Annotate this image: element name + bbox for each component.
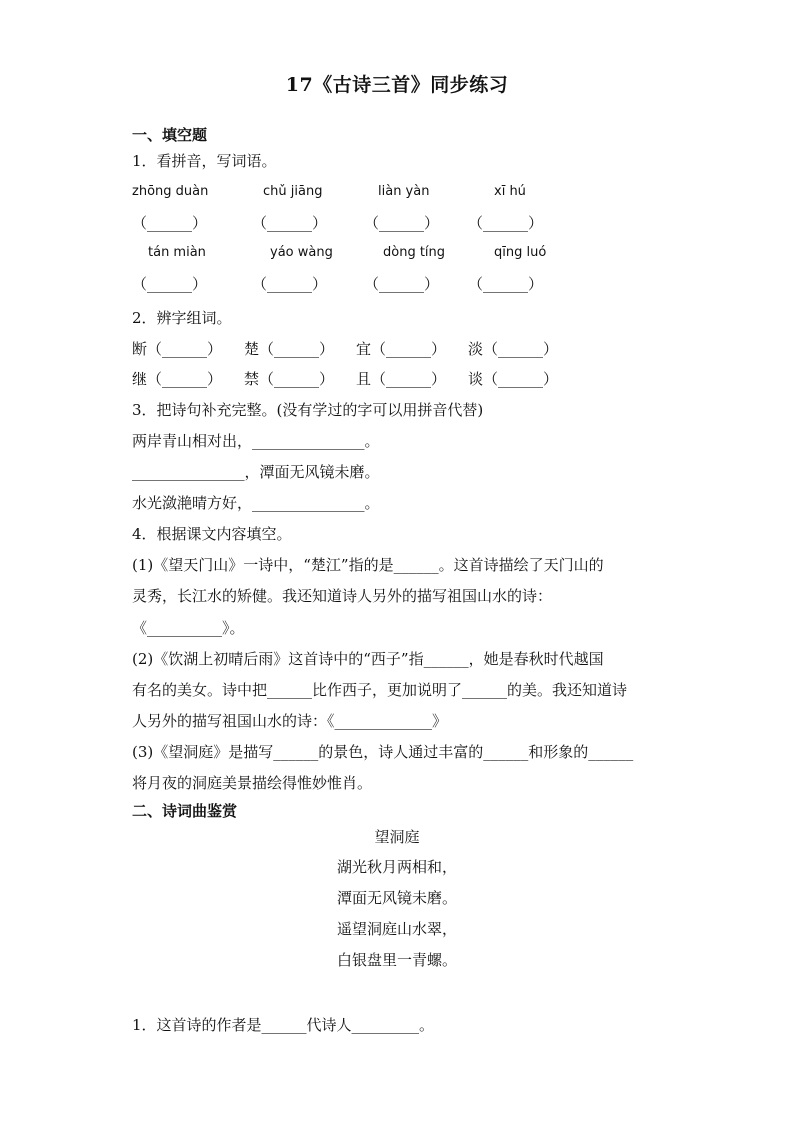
poem-line: 白银盘里一青螺。 bbox=[336, 951, 457, 969]
q4-part1-line[interactable]: 《__________》。 bbox=[132, 619, 245, 637]
poem-fill-line[interactable]: _______________，潭面无风镜未磨。 bbox=[132, 463, 380, 481]
answer-box[interactable]: （______） bbox=[252, 275, 328, 293]
answer-box[interactable]: （______） bbox=[132, 275, 208, 293]
poem-fill-line[interactable]: 水光潋滟晴方好，_______________。 bbox=[132, 494, 380, 512]
answer-box[interactable]: （______） bbox=[468, 214, 544, 232]
word-group-item[interactable]: 断（______） bbox=[132, 340, 223, 358]
q4-part2-line[interactable]: 有名的美女。诗中把______比作西子，更加说明了______的美。我还知道诗 bbox=[132, 681, 628, 699]
q3-label: 3．把诗句补充完整。(没有学过的字可以用拼音代替) bbox=[132, 401, 484, 419]
section-1-heading: 一、填空题 bbox=[132, 126, 208, 144]
q4-part2-line[interactable]: 人另外的描写祖国山水的诗：《_____________》 bbox=[132, 712, 448, 730]
poem-line: 遥望洞庭山水翠， bbox=[336, 920, 457, 938]
pinyin-2: chǔ jiāng bbox=[263, 184, 323, 199]
word-group-item[interactable]: 且（______） bbox=[356, 370, 447, 388]
q4-part1-line: 灵秀，长江水的矫健。我还知道诗人另外的描写祖国山水的诗： bbox=[132, 587, 553, 605]
word-group-item[interactable]: 宜（______） bbox=[356, 340, 447, 358]
pinyin-7: dòng tíng bbox=[383, 245, 446, 260]
poem-title: 望洞庭 bbox=[374, 828, 420, 846]
answer-box[interactable]: （______） bbox=[468, 275, 544, 293]
pinyin-4: xī hú bbox=[494, 184, 526, 199]
word-group-item[interactable]: 楚（______） bbox=[244, 340, 335, 358]
q4-part3-line: 将月夜的洞庭美景描绘得惟妙惟肖。 bbox=[132, 774, 373, 792]
pinyin-3: liàn yàn bbox=[378, 184, 430, 199]
q4-label: 4．根据课文内容填空。 bbox=[132, 525, 292, 543]
word-group-item[interactable]: 禁（______） bbox=[244, 370, 335, 388]
section-2-heading: 二、诗词曲鉴赏 bbox=[132, 802, 238, 820]
s2-q1-line[interactable]: 1．这首诗的作者是______代诗人_________。 bbox=[132, 1016, 435, 1034]
q4-part3-line[interactable]: (3)《望洞庭》是描写______的景色，诗人通过丰富的______和形象的______ bbox=[132, 743, 634, 761]
answer-box[interactable]: （______） bbox=[364, 214, 440, 232]
pinyin-1: zhōng duàn bbox=[132, 184, 209, 199]
pinyin-5: tán miàn bbox=[148, 245, 206, 260]
answer-box[interactable]: （______） bbox=[364, 275, 440, 293]
word-group-item[interactable]: 继（______） bbox=[132, 370, 223, 388]
poem-fill-line[interactable]: 两岸青山相对出，_______________。 bbox=[132, 432, 380, 450]
q4-part2-line[interactable]: (2)《饮湖上初晴后雨》这首诗中的“西子”指______，她是春秋时代越国 bbox=[132, 650, 604, 668]
answer-box[interactable]: （______） bbox=[132, 214, 208, 232]
poem-line: 湖光秋月两相和， bbox=[336, 858, 457, 876]
pinyin-6: yáo wàng bbox=[270, 245, 333, 260]
answer-box[interactable]: （______） bbox=[252, 214, 328, 232]
q4-part1-line[interactable]: (1)《望天门山》一诗中，“楚江”指的是______。这首诗描绘了天门山的 bbox=[132, 556, 604, 574]
q2-label: 2．辨字组词。 bbox=[132, 309, 232, 327]
word-group-item[interactable]: 谈（______） bbox=[468, 370, 559, 388]
word-group-item[interactable]: 淡（______） bbox=[468, 340, 559, 358]
q1-label: 1．看拼音，写词语。 bbox=[132, 152, 277, 170]
page-title: 17《古诗三首》同步练习 bbox=[285, 74, 509, 96]
poem-line: 潭面无风镜未磨。 bbox=[336, 889, 457, 907]
pinyin-8: qīng luó bbox=[494, 245, 547, 260]
